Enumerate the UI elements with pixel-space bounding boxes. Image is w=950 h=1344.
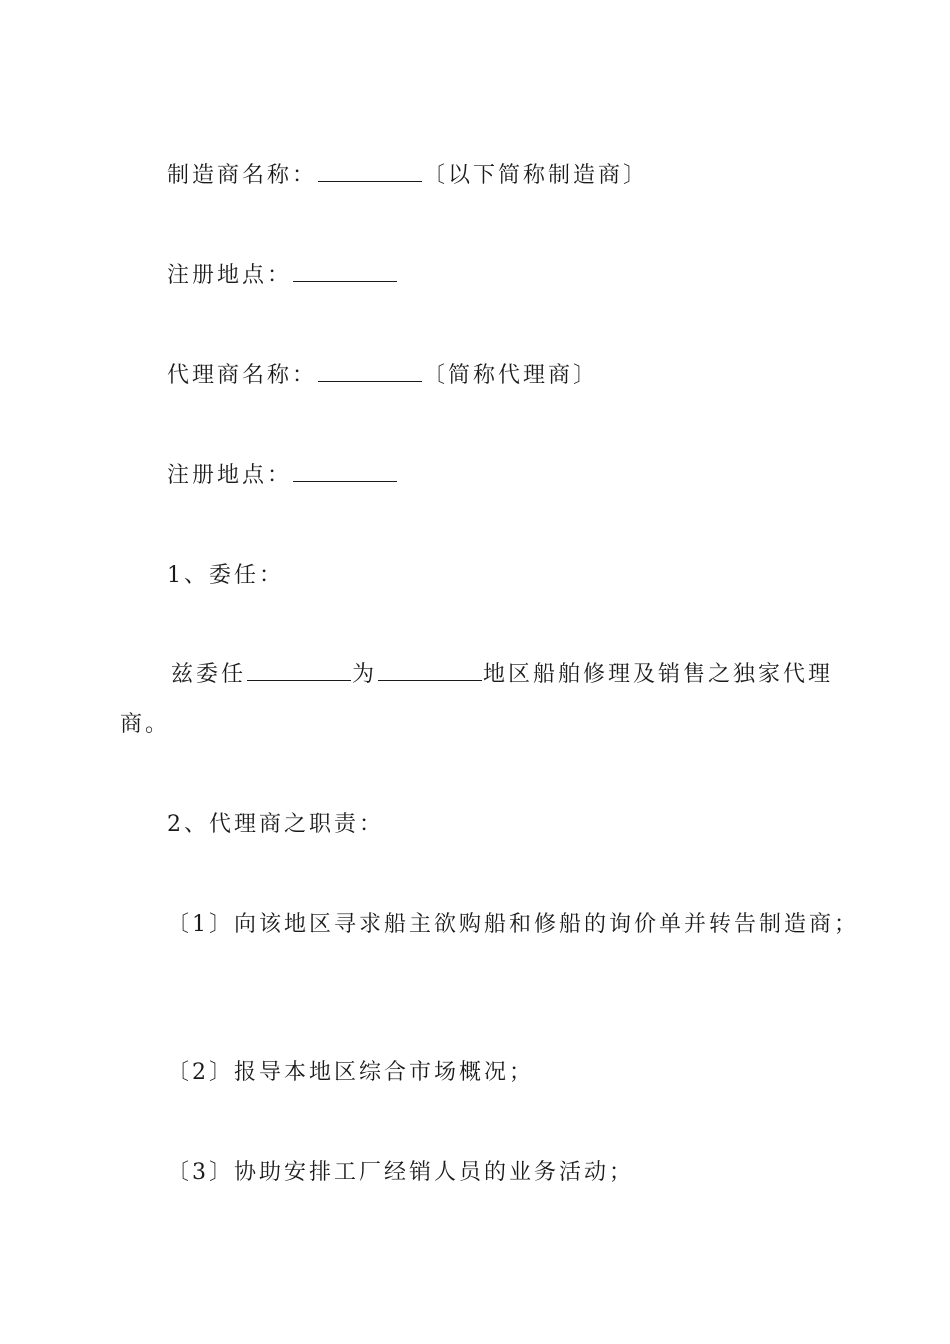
section1-blank1 [247, 662, 351, 681]
agent-address-label: 注册地点： [167, 463, 293, 488]
section1-part1: 兹委任 [171, 662, 247, 687]
section1-paragraph [171, 661, 833, 689]
manufacturer-address-blank [293, 263, 397, 282]
manufacturer-name-suffix: 〔以下简称制造商〕 [423, 163, 649, 188]
agent-address-line [167, 462, 398, 490]
section1-blank2 [378, 662, 482, 681]
agent-name-suffix: 〔简称代理商〕 [423, 363, 599, 388]
manufacturer-address-line [167, 262, 398, 290]
agent-name-blank [318, 363, 422, 382]
section1-part2: 为 [352, 662, 378, 687]
manufacturer-name-blank [318, 163, 422, 182]
agent-address-blank [293, 463, 397, 482]
section1-part3: 地区船舶修理及销售之独家代理 [483, 662, 834, 687]
duty-item-3: 〔3〕协助安排工厂经销人员的业务活动； [167, 1160, 634, 1185]
agent-name-line [167, 362, 598, 390]
duty-item-2: 〔2〕报导本地区综合市场概况； [167, 1060, 534, 1085]
section1-heading: 1、委任： [167, 563, 284, 588]
duty-item-1: 〔1〕向该地区寻求船主欲购船和修船的询价单并转告制造商； [167, 912, 859, 937]
section1-continuation: 商。 [120, 712, 171, 737]
manufacturer-name-line [167, 162, 648, 190]
manufacturer-address-label: 注册地点： [167, 263, 293, 288]
section2-heading: 2、代理商之职责： [167, 812, 384, 837]
agent-name-label: 代理商名称： [167, 363, 318, 388]
manufacturer-name-label: 制造商名称： [167, 163, 318, 188]
